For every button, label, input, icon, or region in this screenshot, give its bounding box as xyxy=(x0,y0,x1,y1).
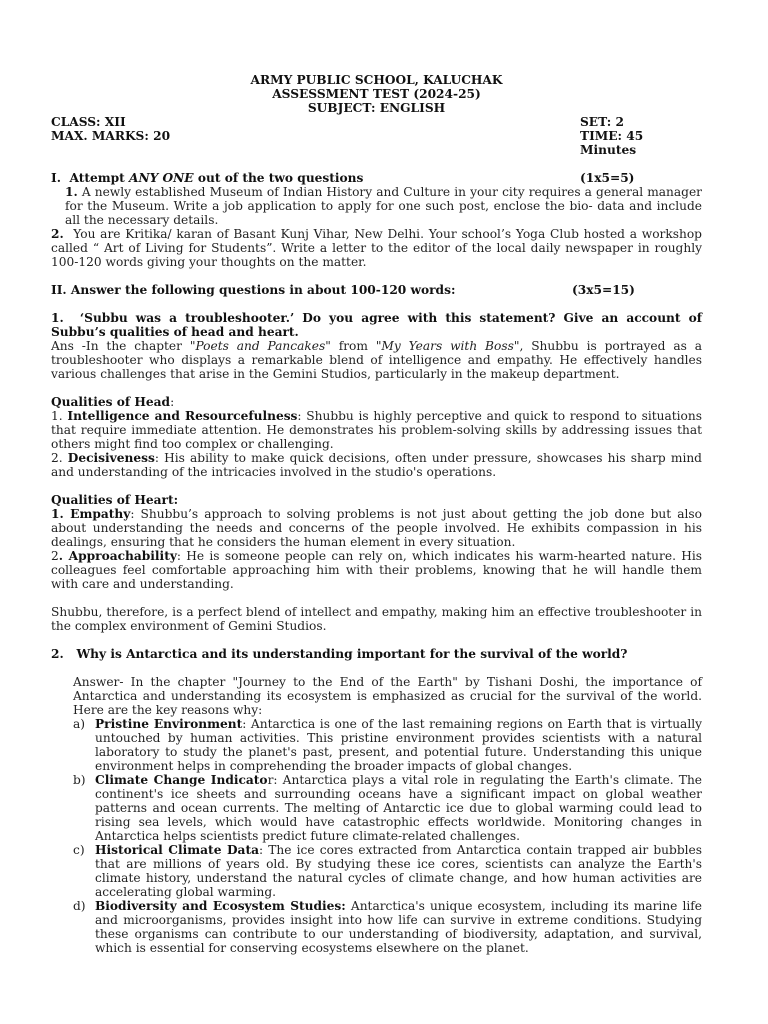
qualities-of-head-heading: Qualities of Head: xyxy=(51,395,175,409)
section-2-heading: II. Answer the following questions in about 100-120 words: (3x5=15) xyxy=(51,283,702,297)
section-1-question-2: 2. You are Kritika/ karan of Basant Kunj Vihar, New Delhi. Your school’s Yoga Club hosted a workshop called “ Art of Living for Students”. Write a letter to the editor of the local daily newspaper in roughly 100-120 words giving your thoughts on the matter. xyxy=(51,227,702,269)
section-1-question-1: 1. A newly established Museum of Indian History and Culture in your city requires a general manager for the Museum. Write a job application to apply for one such post, enclose the bio- data and include all the necessary details. xyxy=(65,185,702,227)
time-label: TIME: 45 Minutes xyxy=(580,129,644,157)
class-label: CLASS: XII xyxy=(51,115,126,129)
answer-1-intro: Ans -In the chapter "Poets and Pancakes" from "My Years with Boss", Shubbu is portrayed as a troubleshooter who displays a remarkable blend of intelligence and empathy. He effectively handles various challenges that arise in the Gemini Studios, particularly in the makeup department. xyxy=(51,339,702,381)
school-name: ARMY PUBLIC SCHOOL, KALUCHAK xyxy=(250,73,503,87)
subject-title: SUBJECT: ENGLISH xyxy=(307,101,446,115)
test-title: ASSESSMENT TEST (2024-25) xyxy=(272,87,481,101)
answer-2-intro: Answer- In the chapter "Journey to the End of the Earth" by Tishani Doshi, the importance of Antarctica and understanding its ecosystem is emphasized as crucial for the survival of the world. Here are the key reasons why: xyxy=(73,675,702,717)
heart-quality-1: 1. Empathy: Shubbu’s approach to solving problems is not just about getting the job done but also about understanding the needs and concerns of the people involved. He exhibits compassion in his dealings, ensuring that he considers the human element in every situation. xyxy=(51,507,702,549)
heart-quality-2: 2. Approachability: He is someone people can rely on, which indicates his warm-hearted nature. His colleagues feel comfortable approaching him with their problems, knowing that he will handle them with care and understanding. xyxy=(51,549,703,591)
list-item: a) Pristine Environment: Antarctica is one of the last remaining regions on Earth that is virtually untouched by human activities. This pristine environment provides scientists with a natural laboratory to study the planet's past, present, and potential future. Understanding this unique environment helps in comprehending the broader impacts of global changes. xyxy=(73,717,703,773)
head-quality-1: 1. Intelligence and Resourcefulness: Shubbu is highly perceptive and quick to respond to situations that require immediate attention. He demonstrates his problem-solving skills by addressing issues that others might find too complex or challenging. xyxy=(51,409,702,451)
question-2: 2. Why is Antarctica and its understanding important for the survival of the world? xyxy=(51,647,628,661)
answer-2-points xyxy=(51,717,702,955)
section-2-marks: (3x5=15) xyxy=(572,283,635,297)
max-marks-label: MAX. MARKS: 20 xyxy=(51,129,171,143)
section-1-marks: (1x5=5) xyxy=(580,171,635,185)
list-item: b) Climate Change Indicator: Antarctica plays a vital role in regulating the Earth's climate. The continent's ice sheets and surrounding oceans have a significant impact on global weather patterns and ocean currents. The melting of Antarctic ice due to global warming could lead to rising sea levels, which would have catastrophic effects worldwide. Monitoring changes in Antarctica helps scientists predict future climate-related challenges. xyxy=(73,773,703,843)
document-page xyxy=(51,73,702,955)
head-quality-2: 2. Decisiveness: His ability to make quick decisions, often under pressure, showcases his sharp mind and understanding of the intricacies involved in the studio's operations. xyxy=(51,451,702,479)
set-label: SET: 2 xyxy=(580,115,624,129)
list-item: d) Biodiversity and Ecosystem Studies: Antarctica's unique ecosystem, including its marine life and microorganisms, provides insight into how life can survive in extreme conditions. Studying these organisms can contribute to our understanding of biodiversity, adaptation, and survival, which is essential for conserving ecosystems elsewhere on the planet. xyxy=(73,899,702,955)
marks-time-row xyxy=(51,129,702,157)
class-set-row xyxy=(51,115,702,129)
section-1-heading: I. Attempt ANY ONE out of the two questions (1x5=5) xyxy=(51,171,702,185)
list-item: c) Historical Climate Data: The ice cores extracted from Antarctica contain trapped air bubbles that are millions of years old. By studying these ice cores, scientists can analyze the Earth's climate history, understand the natural cycles of climate change, and how human activities are accelerating global warming. xyxy=(73,843,702,899)
answer-1-conclusion: Shubbu, therefore, is a perfect blend of intellect and empathy, making him an effective troubleshooter in the complex environment of Gemini Studios. xyxy=(51,605,702,633)
question-1: 1. ‘Subbu was a troubleshooter.’ Do you agree with this statement? Give an account of Subbu’s qualities of head and heart. xyxy=(51,311,702,339)
qualities-of-heart-heading: Qualities of Heart: xyxy=(51,493,179,507)
